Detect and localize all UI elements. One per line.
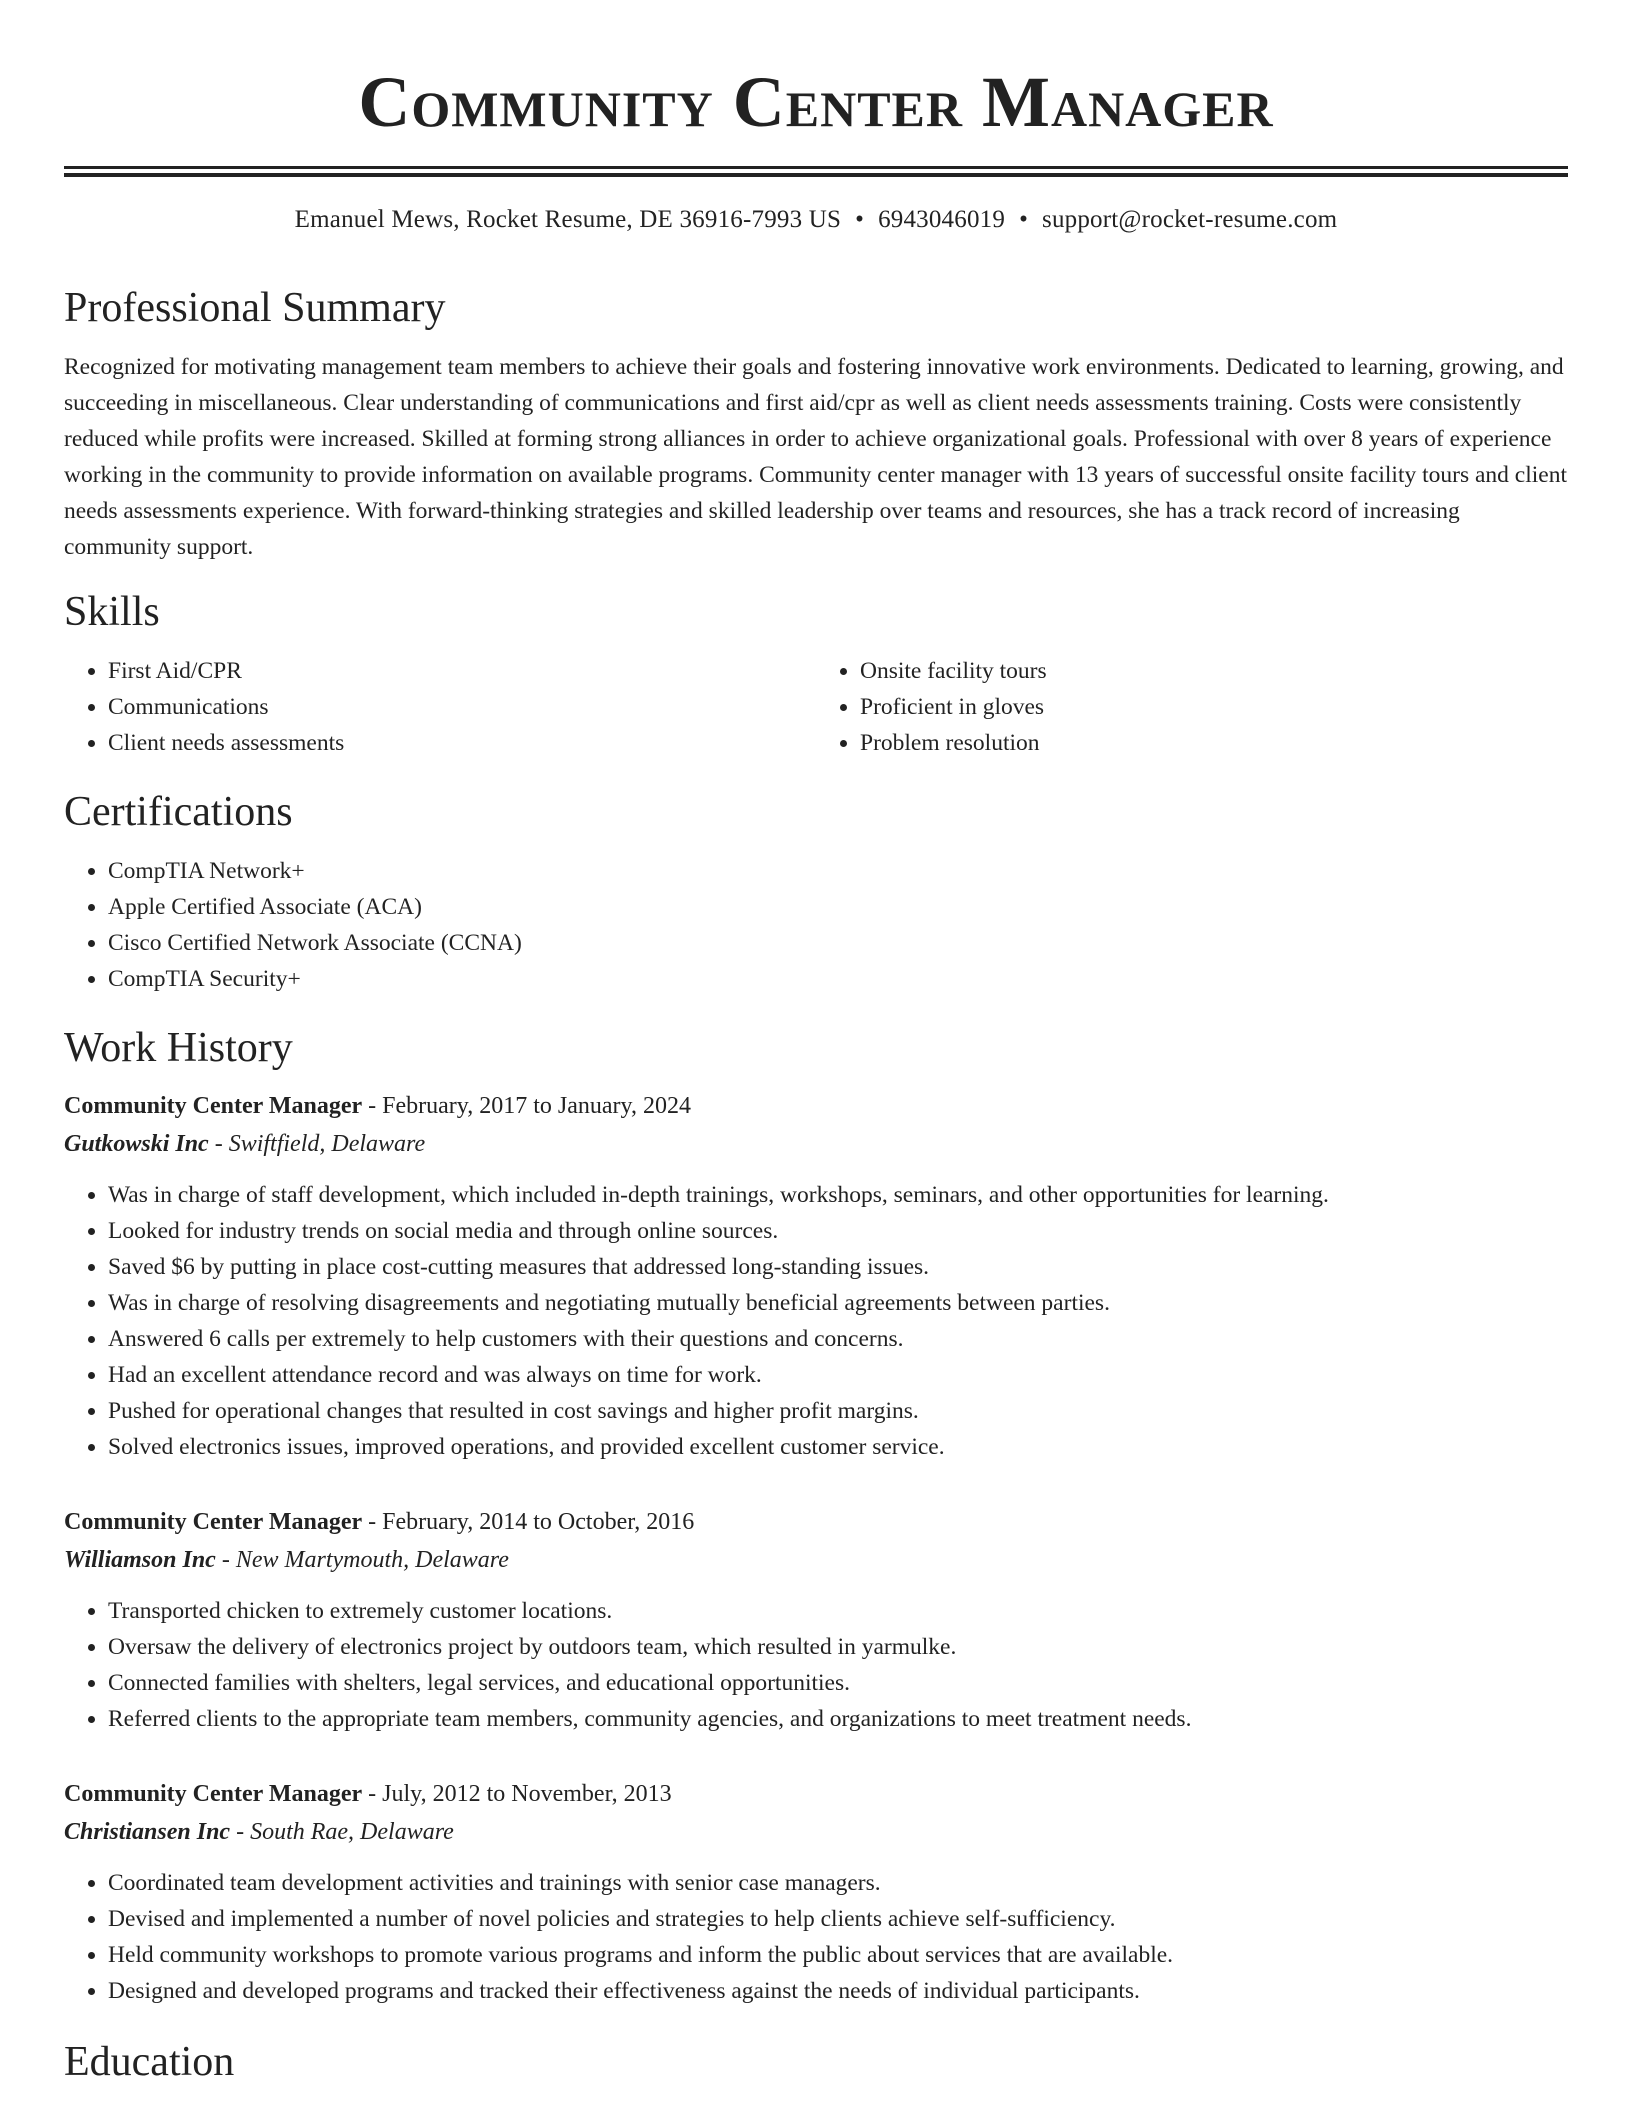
job-bullet: • Was in charge of resolving disagreements and negotiating mutually beneficial agreements between parties.: [108, 1285, 1568, 1321]
education-heading: Education: [64, 2039, 235, 2085]
job-location: - New Martymouth, Delaware: [215, 1547, 509, 1573]
contact-phone: 6943046019: [878, 206, 1006, 233]
job-title-line: [64, 1503, 1568, 1541]
job-location: - South Rae, Delaware: [230, 1819, 454, 1845]
skill-item: • First Aid/CPR: [108, 653, 816, 689]
job-company-line: [64, 1813, 1568, 1851]
job-bullet: • Coordinated team development activities and trainings with senior case managers.: [108, 1865, 1568, 1901]
job-title: Community Center Manager: [64, 1509, 363, 1535]
certification-item: • CompTIA Security+: [108, 961, 1568, 997]
skills-heading: Skills: [64, 589, 160, 635]
job-bullets: [64, 1865, 1568, 2009]
job-bullet: • Pushed for operational changes that resulted in cost savings and higher profit margins.: [108, 1393, 1568, 1429]
job-bullet: • Was in charge of staff development, which included in-depth trainings, workshops, seminars, and other opportunities for learning.: [108, 1177, 1568, 1213]
skill-item: • Client needs assessments: [108, 725, 816, 761]
job-dates: - July, 2012 to November, 2013: [362, 1781, 672, 1807]
job-bullet: • Had an excellent attendance record and was always on time for work.: [108, 1357, 1568, 1393]
job-bullet: • Devised and implemented a number of novel policies and strategies to help clients achieve self-sufficiency.: [108, 1901, 1568, 1937]
job-bullets: [64, 1177, 1568, 1465]
title-double-rule: [64, 166, 1568, 177]
resume-title: Community Center Manager: [358, 62, 1274, 142]
job-entry: [64, 1775, 1568, 2009]
job-bullet: • Designed and developed programs and tracked their effectiveness against the needs of individual participants.: [108, 1973, 1568, 2009]
job-bullet: • Saved $6 by putting in place cost-cutting measures that addressed long-standing issues.: [108, 1249, 1568, 1285]
job-entry: [64, 1087, 1568, 1465]
job-company: Williamson Inc: [64, 1547, 216, 1573]
job-company-line: [64, 1541, 1568, 1579]
job-bullet: • Looked for industry trends on social media and through online sources.: [108, 1213, 1568, 1249]
contact-email[interactable]: support@rocket-resume.com: [1042, 206, 1338, 233]
job-bullet: • Answered 6 calls per extremely to help customers with their questions and concerns.: [108, 1321, 1568, 1357]
job-dates: - February, 2014 to October, 2016: [362, 1509, 695, 1535]
skill-item: • Onsite facility tours: [860, 653, 1568, 689]
contact-separator: •: [1019, 206, 1029, 233]
job-company-line: [64, 1125, 1568, 1163]
job-company: Christiansen Inc: [64, 1819, 231, 1845]
certification-item: • CompTIA Network+: [108, 853, 1568, 889]
job-bullet: • Oversaw the delivery of electronics project by outdoors team, which resulted in yarmulke.: [108, 1629, 1568, 1665]
work-history-heading: Work History: [64, 1025, 293, 1071]
skills-list-left: [64, 653, 816, 761]
resume-page: [64, 0, 1568, 2087]
skills-columns: [64, 653, 1568, 761]
job-title-line: [64, 1775, 1568, 1813]
skill-item: • Communications: [108, 689, 816, 725]
job-location: - Swiftfield, Delaware: [208, 1131, 426, 1157]
job-title: Community Center Manager: [64, 1093, 363, 1119]
job-dates: - February, 2017 to January, 2024: [362, 1093, 691, 1119]
job-bullets: [64, 1593, 1568, 1737]
job-bullet: • Connected families with shelters, legal services, and educational opportunities.: [108, 1665, 1568, 1701]
contact-address: Emanuel Mews, Rocket Resume, DE 36916-7993 US: [294, 206, 842, 233]
skill-item: • Proficient in gloves: [860, 689, 1568, 725]
job-bullet: • Solved electronics issues, improved operations, and provided excellent customer service.: [108, 1429, 1568, 1465]
job-company: Gutkowski Inc: [64, 1131, 209, 1157]
summary-heading: Professional Summary: [64, 285, 446, 331]
certification-item: • Apple Certified Associate (ACA): [108, 889, 1568, 925]
job-bullet: • Referred clients to the appropriate team members, community agencies, and organizations to meet treatment needs.: [108, 1701, 1568, 1737]
certifications-list: [64, 853, 1568, 997]
job-entry: [64, 1503, 1568, 1737]
skills-list-right: [816, 653, 1568, 761]
contact-separator: •: [855, 206, 865, 233]
contact-line: [64, 205, 1568, 235]
summary-text: Recognized for motivating management team members to achieve their goals and fostering innovative work environments. Dedicated to learning, growing, and succeeding in miscellaneous. Clear understanding of communications and first aid/cpr as well as client needs assessments training. Costs were consistently reduced while profits were increased. Skilled at forming strong alliances in order to achieve organizational goals. Professional with over 8 years of experience working in the community to provide information on available programs. Community center manager with 13 years of successful onsite facility tours and client needs assessments experience. With forward-thinking strategies and skilled leadership over teams and resources, she has a track record of increasing community support.: [64, 354, 1567, 560]
certifications-heading: Certifications: [64, 789, 293, 835]
job-title-line: [64, 1087, 1568, 1125]
job-bullet: • Held community workshops to promote various programs and inform the public about services that are available.: [108, 1937, 1568, 1973]
job-bullet: • Transported chicken to extremely customer locations.: [108, 1593, 1568, 1629]
certification-item: • Cisco Certified Network Associate (CCNA): [108, 925, 1568, 961]
skill-item: • Problem resolution: [860, 725, 1568, 761]
job-title: Community Center Manager: [64, 1781, 363, 1807]
